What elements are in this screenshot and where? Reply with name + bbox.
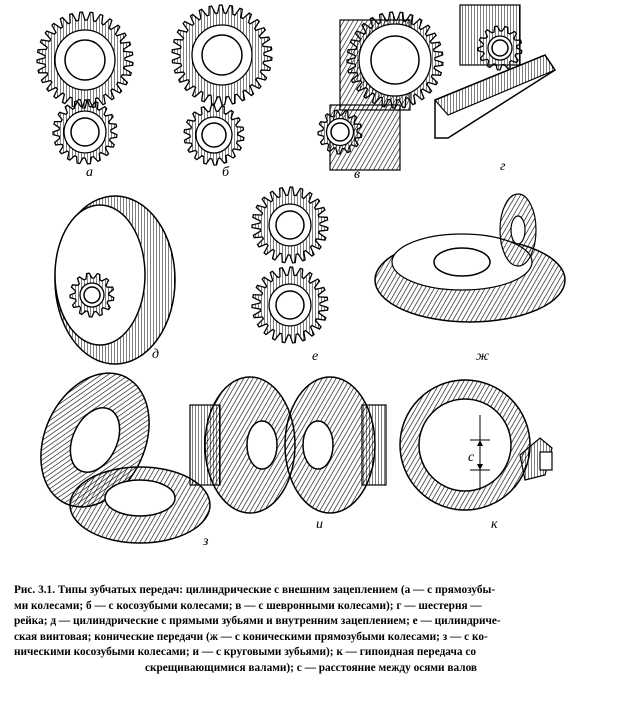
bevel-gear-z: [20, 355, 210, 543]
label-a: а: [86, 165, 93, 180]
gear-pair-a: [37, 12, 133, 164]
caption-line-3: рейка; д — цилиндрические с прямыми зубьями и внутренним зацеплением; е — цилиндриче-: [14, 615, 501, 628]
caption-line-2: ми колесами; б — с косозубыми колесами; в — с шевронными колесами); г — шестерня —: [14, 599, 482, 612]
figure-caption: [14, 583, 608, 677]
bevel-gear-zh: [375, 194, 565, 322]
label-z: з: [203, 534, 209, 549]
label-d: д: [152, 347, 160, 362]
gear-a-small: [53, 100, 117, 164]
label-zh: ж: [476, 349, 490, 364]
label-e: е: [312, 349, 319, 364]
gear-a-large: [37, 12, 133, 108]
gear-pair-v: [318, 12, 443, 170]
gear-e-top: [252, 187, 328, 263]
label-i: и: [316, 517, 323, 532]
label-v: в: [354, 167, 361, 182]
hypoid-gear-k: [400, 380, 552, 510]
crossed-helical-e: [252, 187, 328, 343]
caption-line-6: скрещивающимися валами); с — расстояние между осями валов: [144, 661, 478, 674]
internal-gear-d: [55, 196, 175, 364]
gear-b-small: [184, 105, 244, 165]
label-g: г: [500, 159, 506, 174]
rack-pinion-g: [435, 5, 555, 138]
gear-pair-b: [172, 5, 272, 165]
gear-e-bottom: [252, 267, 328, 343]
label-b: б: [222, 165, 230, 180]
gear-b-large: [172, 5, 272, 105]
caption-line-1: Рис. 3.1. Типы зубчатых передач: цилиндрические с внешним зацеплением (а — с прямозубы-: [14, 584, 496, 596]
caption-line-4: ская винтовая; конические передачи (ж — с коническими прямозубыми колесами; з — с ко-: [14, 630, 488, 643]
spiral-bevel-i: [190, 377, 386, 513]
label-dim: с: [468, 450, 475, 465]
caption-line-5: ническими косозубыми колесами; и — с круговыми зубьями); к — гипоидная передача со: [14, 646, 477, 659]
label-k: к: [491, 517, 498, 532]
